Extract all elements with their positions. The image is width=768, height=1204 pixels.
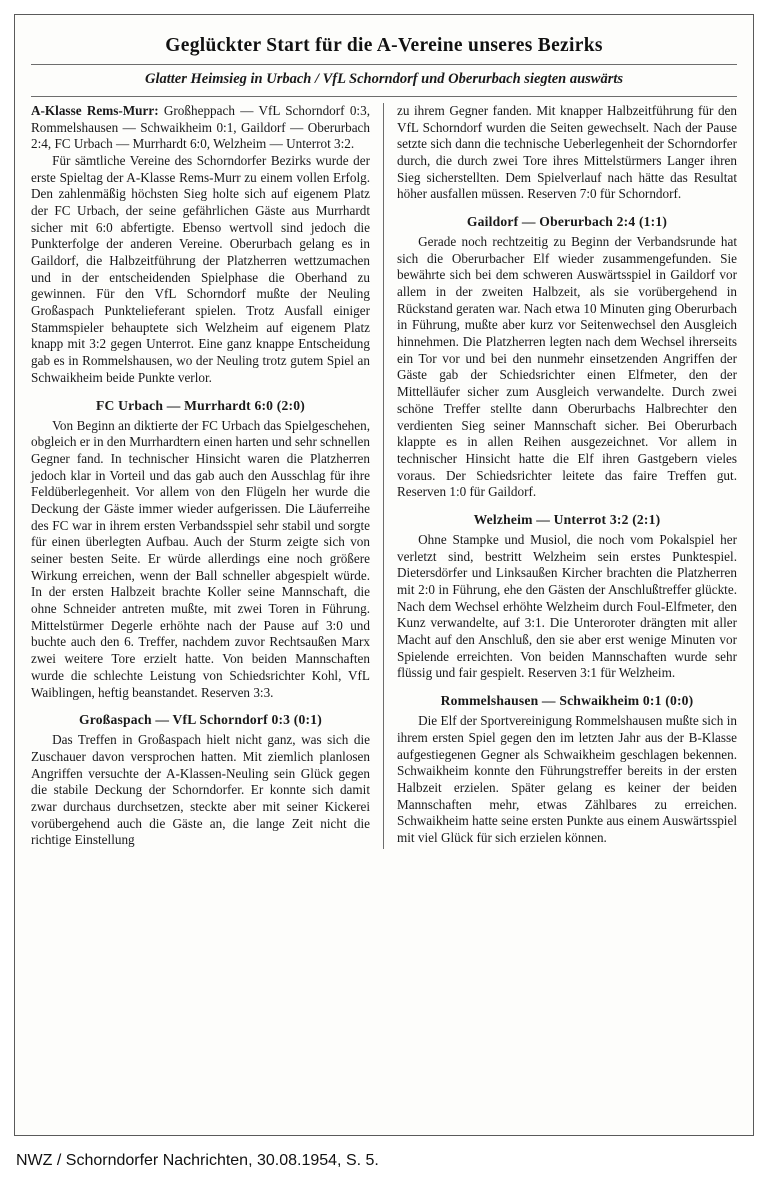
- match-report-urbach-murrhardt: Von Beginn an diktierte der FC Urbach das Spielgeschehen, obgleich er in den Murrhardtern einen harten und sehr schnellen Gegner fand. In technischer Hinsicht waren die Platzherren jedoch klar in Vorteil und das gab auch den Ausschlag für ihre Feldüberlegenheit. Vor allem von den Flügeln her wurde die Deckung der Gäste immer wieder aufgerissen. Die Läuferreihe des FC war in ihrem ersten Verbandsspiel sehr stabil und sorgte für einen überlegten Aufbau. Auch der Sturm zeigte sich von seiner besten Seite. Er würde allerdings eine noch größere Wirkung erreichen, wenn der Ball schneller abgespielt würde. In der ersten Halbzeit brachte Koller seine Mannschaft, die ohne Schneider antreten mußte, mit zwei Toren in Führung. Mittelstürmer Degerle erhöhte nach der Pause auf 3:0 und buchte auch den 6. Treffer, nachdem zuvor Rechtsaußen Marx zwei weitere Tore erzielt hatte. Von beiden Mannschaften wurde die schlechte Leistung von Schiedsrichter Kohl, VfL Waiblingen, heftig beanstandet. Reserven 3:3.: [31, 417, 370, 700]
- article-subhead: Glatter Heimsieg in Urbach / VfL Schorndorf und Oberurbach siegten auswärts: [144, 71, 624, 88]
- match-heading-gaildorf-oberurbach: Gaildorf — Oberurbach 2:4 (1:1): [466, 213, 668, 229]
- match-heading-urbach-murrhardt: FC Urbach — Murrhardt 6:0 (2:0): [96, 397, 305, 413]
- match-report-rommelshausen-schwaikheim: Die Elf der Sportvereinigung Rommelshausen mußte sich in ihrem ersten Spiel gegen den im letzten Jahr aus der B-Klasse aufgestiegenen Gegner als Schwaikheim geschlagen bekennen. Schwaikheim konnte den Führungstreffer bereits in der ersten Halbzeit erzielen. Später gelang es keiner der beiden Mannschaften mehr, etwas Zählbares zu erreichen. Schwaikheim hatte seine ersten Punkte aus einem Auswärtsspiel mit viel Glück für sich erzielen können.: [397, 713, 737, 845]
- match-report-grossaspach-schorndorf: Das Treffen in Großaspach hielt nicht ganz, was sich die Zuschauer davon versprochen hatten. Mit ziemlich planlosen Angriffen versuchte der A-Klassen-Neuling sein Glück gegen die stabile Deckung der Schorndorfer. Er konnte sich damit zwar durchaus durchsetzen, steckte aber mit seiner Kickerei vorübergehend auch die Gäste an, die lange Zeit nicht die richtige Einstellung: [31, 732, 370, 848]
- subhead-divider: [31, 96, 737, 97]
- intro-paragraph: Für sämtliche Vereine des Schorndorfer Bezirks wurde der erste Spieltag der A-Klasse Rems-Murr zu einem vollen Erfolg. Den zahlenmäßig höchsten Sieg holte sich auf eigenem Platz der FC Urbach, der seine gefährlichen Gäste aus Murrhardt sicher mit 6:0 abfertigte. Ebenso wertvoll sind jedoch die Punkterfolge der anderen Vereine. Oberurbach gelang es in Gaildorf, die Halbzeitführung der Platzherren wettzumachen und in der entscheidenden Spielphase die Oberhand zu gewinnen. Für den VfL Schorndorf mußte der Neuling Großaspach Punktelieferant spielen. Trotz Ausfall einiger Stammspieler behauptete sich Welzheim auf eigenem Platz knapp mit 3:2 gegen Unterrot. Eine ganz knappe Entscheidung gab es in Rommelshausen, wo der Neuling trotz gutem Spiel an Schwaikheim beide Punkte verlor.: [31, 152, 370, 385]
- right-column: [384, 103, 737, 849]
- match-heading-rommelshausen-schwaikheim: Rommelshausen — Schwaikheim 0:1 (0:0): [440, 693, 694, 709]
- match-report-grossaspach-schorndorf-continued: zu ihrem Gegner fanden. Mit knapper Halbzeitführung für den VfL Schorndorf wurden die Seiten gewechselt. Nach der Pause setzte sich dann die technische Ueberlegenheit der Schorndorfer durch, die durch zwei Tore ihres Mittelstürmers Langer ihren Sieg sicherstellten. Dem Spielverlauf nach hätte das Resultat höher ausfallen müssen. Reserven 7:0 für Schorndorf.: [397, 102, 737, 202]
- match-report-welzheim-unterrot: Ohne Stampke und Musiol, die noch vom Pokalspiel her verletzt sind, bestritt Welzheim sein erstes Punktespiel. Dietersdörfer und Linksaußen Kircher brachten die Platzherren mit 2:0 in Führung, ehe den Gästen der Anschlußtreffer glückte. Nach dem Wechsel erhöhte Welzheim durch Foul-Elfmeter, den Kunz verwandelte, auf 3:1. Die Unteroroter drängten mit aller Macht auf den Anschluß, den sie aber erst wenige Minuten vor Spielende erreichten. Von beiden Mannschaften wurde sehr flüssig und fair gespielt. Reserven 3:1 für Welzheim.: [397, 531, 737, 681]
- match-heading-grossaspach-schorndorf: Großaspach — VfL Schorndorf 0:3 (0:1): [79, 712, 322, 728]
- source-caption: NWZ / Schorndorfer Nachrichten, 30.08.1954, S. 5.: [16, 1152, 379, 1169]
- headline-divider: [31, 64, 737, 65]
- article-columns: [31, 103, 737, 849]
- match-heading-welzheim-unterrot: Welzheim — Unterrot 3:2 (2:1): [473, 511, 661, 527]
- results-text: Großheppach — VfL Schorndorf 0:3, Rommelshausen — Schwaikheim 0:1, Gaildorf — Oberurbach 2:4, FC Urbach — Murrhardt 6:0, Welzheim — Unterrot 3:2.: [31, 102, 370, 152]
- left-column: [31, 103, 384, 849]
- results-label: A-Klasse Rems-Murr:: [31, 102, 159, 118]
- results-paragraph: [31, 103, 370, 153]
- newspaper-clipping: [14, 14, 754, 1136]
- article-headline: Geglückter Start für die A-Vereine unseres Bezirks: [165, 35, 603, 56]
- match-report-gaildorf-oberurbach: Gerade noch rechtzeitig zu Beginn der Verbandsrunde hat sich die Oberurbacher Elf wieder zusammengefunden. Sie bewährte sich bei dem schweren Auswärtsspiel in Gaildorf vor allem in der zweiten Halbzeit, als sie vorübergehend in Rückstand geraten war. Nach etwa 10 Minuten ging Oberurbach in Führung, mußte aber kurz vor Seitenwechsel den Ausgleich hinnehmen. Die Platzherren legten nach dem Wechsel ihrerseits ein Tor vor und bei den nunmehr einsetzenden Angriffen der Gäste gab der Schiedsrichter einen Elfmeter, den der Mittelläufer sicher zum Ausgleich verwandelte. Durch zwei schöne Treffer stellte dann Oberurbachs Halbrechter den verdienten Sieg seiner Mannschaft sicher. Bei Oberurbach klappte es in allen Reihen ausgezeichnet. Vor allem in technischer Hinsicht hatte die Elf ihren Gastgebern vieles voraus. Der Schiedsrichter leitete das faire Treffen gut. Reserven 1:0 für Gaildorf.: [397, 233, 737, 500]
